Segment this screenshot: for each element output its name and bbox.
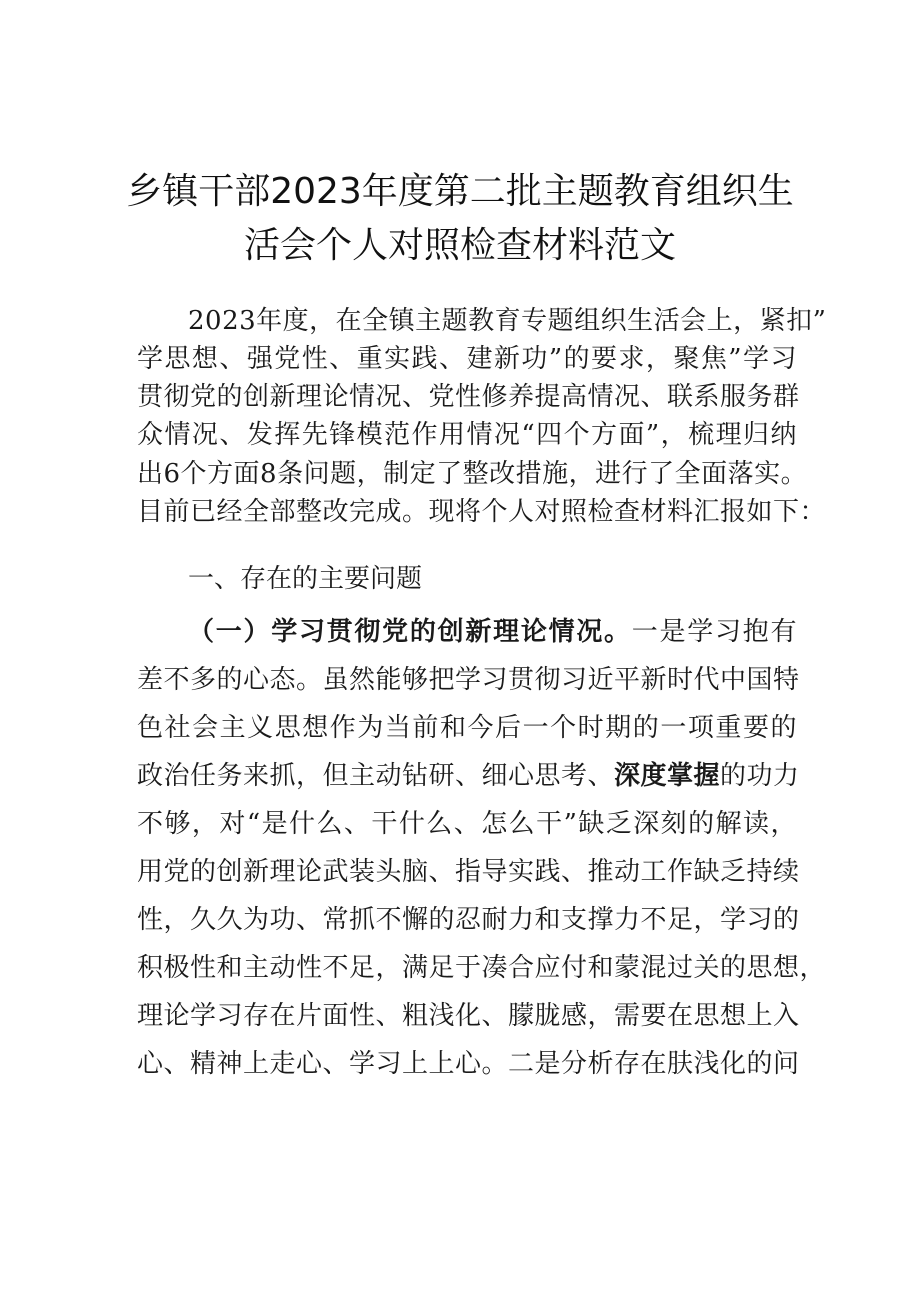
subsection-heading-rest: 一是学习抱有 (631, 617, 797, 647)
body-line-6: 性，久久为功、常抓不懈的忍耐力和支撑力不足，学习的 (137, 905, 800, 935)
body-line-4: 不够，对“是什么、干什么、怎么干”缺乏深刻的解读， (137, 809, 797, 839)
subsection-line (188, 616, 797, 648)
body-line-9: 心、精神上走心、学习上上心。二是分析存在肤浅化的问 (137, 1049, 800, 1079)
intro-line-5: 出6个方面8条问题，制定了整改措施，进行了全面落实。 (137, 459, 808, 489)
body-line-5: 用党的创新理论武装头脑、指导实践、推动工作缺乏持续 (137, 857, 800, 887)
body-line-2: 色社会主义思想作为当前和今后一个时期的一项重要的 (137, 713, 797, 743)
body-line-3-part-a: 政治任务来抓，但主动钻研、细心思考、 (137, 761, 615, 791)
body-line-3-part-c: 的功力 (720, 761, 800, 791)
body-line-8: 理论学习存在片面性、粗浅化、朦胧感，需要在思想上入 (137, 1001, 800, 1031)
intro-line-1: 2023年度，在全镇主题教育专题组织生活会上，紧扣” (188, 306, 827, 336)
body-line-3-emphasis: 深度掌握 (614, 761, 721, 791)
intro-line-4: 众情况、发挥先锋模范作用情况“四个方面”，梳理归纳 (137, 420, 797, 450)
body-line-1: 差不多的心态。虽然能够把学习贯彻习近平新时代中国特 (137, 665, 800, 695)
subsection-heading: （一）学习贯彻党的创新理论情况。 (188, 617, 632, 647)
section-heading: 一、存在的主要问题 (188, 564, 423, 594)
document-title-line-1: 乡镇干部2023年度第二批主题教育组织生 (126, 171, 794, 212)
body-line-3 (137, 760, 800, 792)
intro-line-3: 贯彻党的创新理论情况、党性修养提高情况、联系服务群 (137, 382, 800, 412)
document-title-line-2: 活会个人对照检查材料范文 (243, 225, 676, 266)
intro-line-6: 目前已经全部整改完成。现将个人对照检查材料汇报如下： (137, 497, 827, 527)
intro-line-2: 学思想、强党性、重实践、建新功”的要求，聚焦”学习 (137, 344, 797, 374)
body-line-7: 积极性和主动性不足，满足于凑合应付和蒙混过关的思想， (137, 953, 827, 983)
